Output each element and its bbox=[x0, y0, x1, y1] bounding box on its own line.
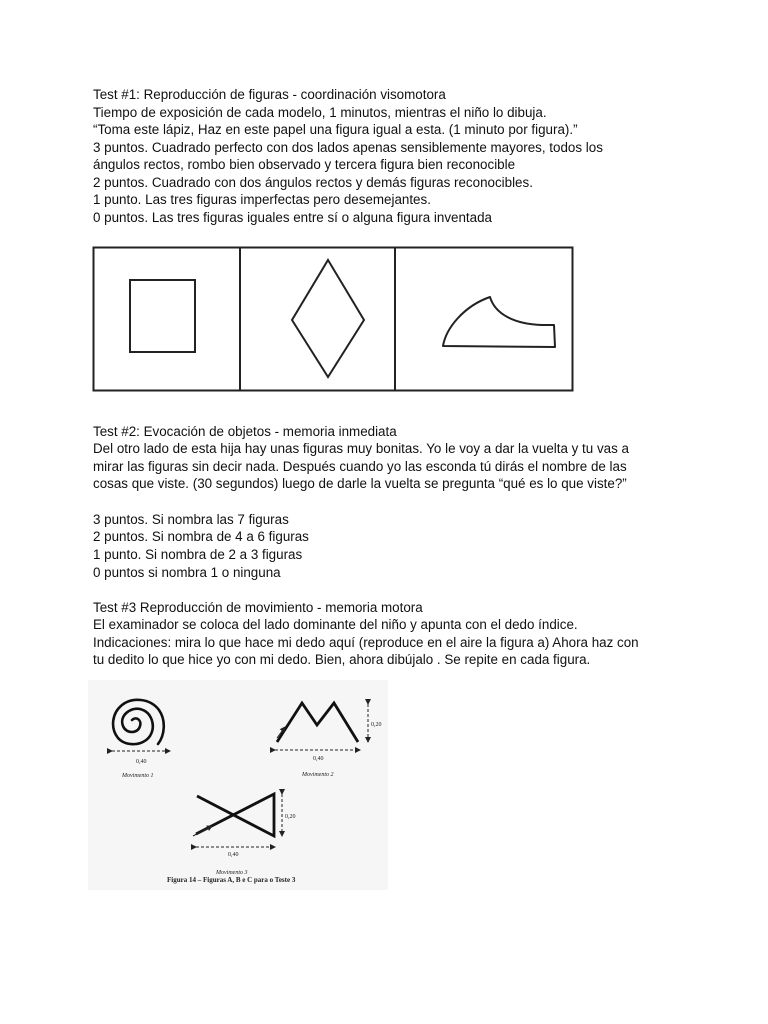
movement-3-label: Movimento 3 bbox=[216, 870, 248, 876]
test2-line: 3 puntos. Si nombra las 7 figuras bbox=[93, 512, 289, 527]
figure-background bbox=[88, 680, 388, 890]
test1-title: Test #1: Reproducción de figuras - coordinación visomotora bbox=[93, 87, 446, 102]
test3-line: Indicaciones: mira lo que hace mi dedo aquí (reproduce en el aire la figura a) Ahora haz con bbox=[93, 635, 639, 650]
test1-line: 2 puntos. Cuadrado con dos ángulos rectos y demás figuras reconocibles. bbox=[93, 175, 533, 190]
third-shape bbox=[443, 297, 555, 347]
test2-line: 0 puntos si nombra 1 o ninguna bbox=[93, 565, 281, 580]
figure-caption: Figura 14 – Figuras A, B e C para o Teste 3 bbox=[167, 876, 296, 884]
test3-line: El examinador se coloca del lado dominante del niño y apunta con el dedo índice. bbox=[93, 617, 578, 632]
movement-2-width: 0,40 bbox=[313, 756, 324, 762]
movement-1-label: Movimento 1 bbox=[122, 773, 154, 779]
test1-figure-panel bbox=[92, 246, 574, 392]
test3-figure bbox=[88, 680, 388, 890]
movement-2-label: Movimento 2 bbox=[302, 772, 334, 778]
test2-line: Del otro lado de esta hija hay unas figuras muy bonitas. Yo le voy a dar la vuelta y tu vas a bbox=[93, 441, 629, 456]
test1-line: “Toma este lápiz, Haz en este papel una figura igual a esta. (1 minuto por figura).” bbox=[93, 122, 578, 137]
movement-3-width: 0,40 bbox=[228, 852, 239, 858]
movement-1-width: 0,40 bbox=[136, 759, 147, 765]
test2-title: Test #2: Evocación de objetos - memoria inmediata bbox=[93, 424, 397, 439]
test2-line: mirar las figuras sin decir nada. Después cuando yo las esconda tú dirás el nombre de las bbox=[93, 459, 627, 474]
square-shape bbox=[130, 280, 195, 352]
rhombus-shape bbox=[292, 260, 364, 377]
movement-3-height: 0,20 bbox=[285, 814, 296, 820]
test1-line: Tiempo de exposición de cada modelo, 1 minutos, mientras el niño lo dibuja. bbox=[93, 105, 547, 120]
test2-line: cosas que viste. (30 segundos) luego de darle la vuelta se pregunta “qué es lo que viste?” bbox=[93, 476, 627, 491]
movement-2-height: 0,20 bbox=[371, 722, 382, 728]
test1-line: 1 punto. Las tres figuras imperfectas pero desemejantes. bbox=[93, 192, 431, 207]
test3-title: Test #3 Reproducción de movimiento - memoria motora bbox=[93, 600, 423, 615]
test3-line: tu dedito lo que hice yo con mi dedo. Bien, ahora dibújalo . Se repite en cada figura. bbox=[93, 652, 591, 667]
test1-line: 3 puntos. Cuadrado perfecto con dos lados apenas sensiblemente mayores, todos los bbox=[93, 140, 603, 155]
test2-line: 2 puntos. Si nombra de 4 a 6 figuras bbox=[93, 529, 309, 544]
test1-line: 0 puntos. Las tres figuras iguales entre sí o alguna figura inventada bbox=[93, 210, 492, 225]
test1-line: ángulos rectos, rombo bien observado y tercera figura bien reconocible bbox=[93, 157, 516, 172]
test2-line: 1 punto. Si nombra de 2 a 3 figuras bbox=[93, 547, 303, 562]
